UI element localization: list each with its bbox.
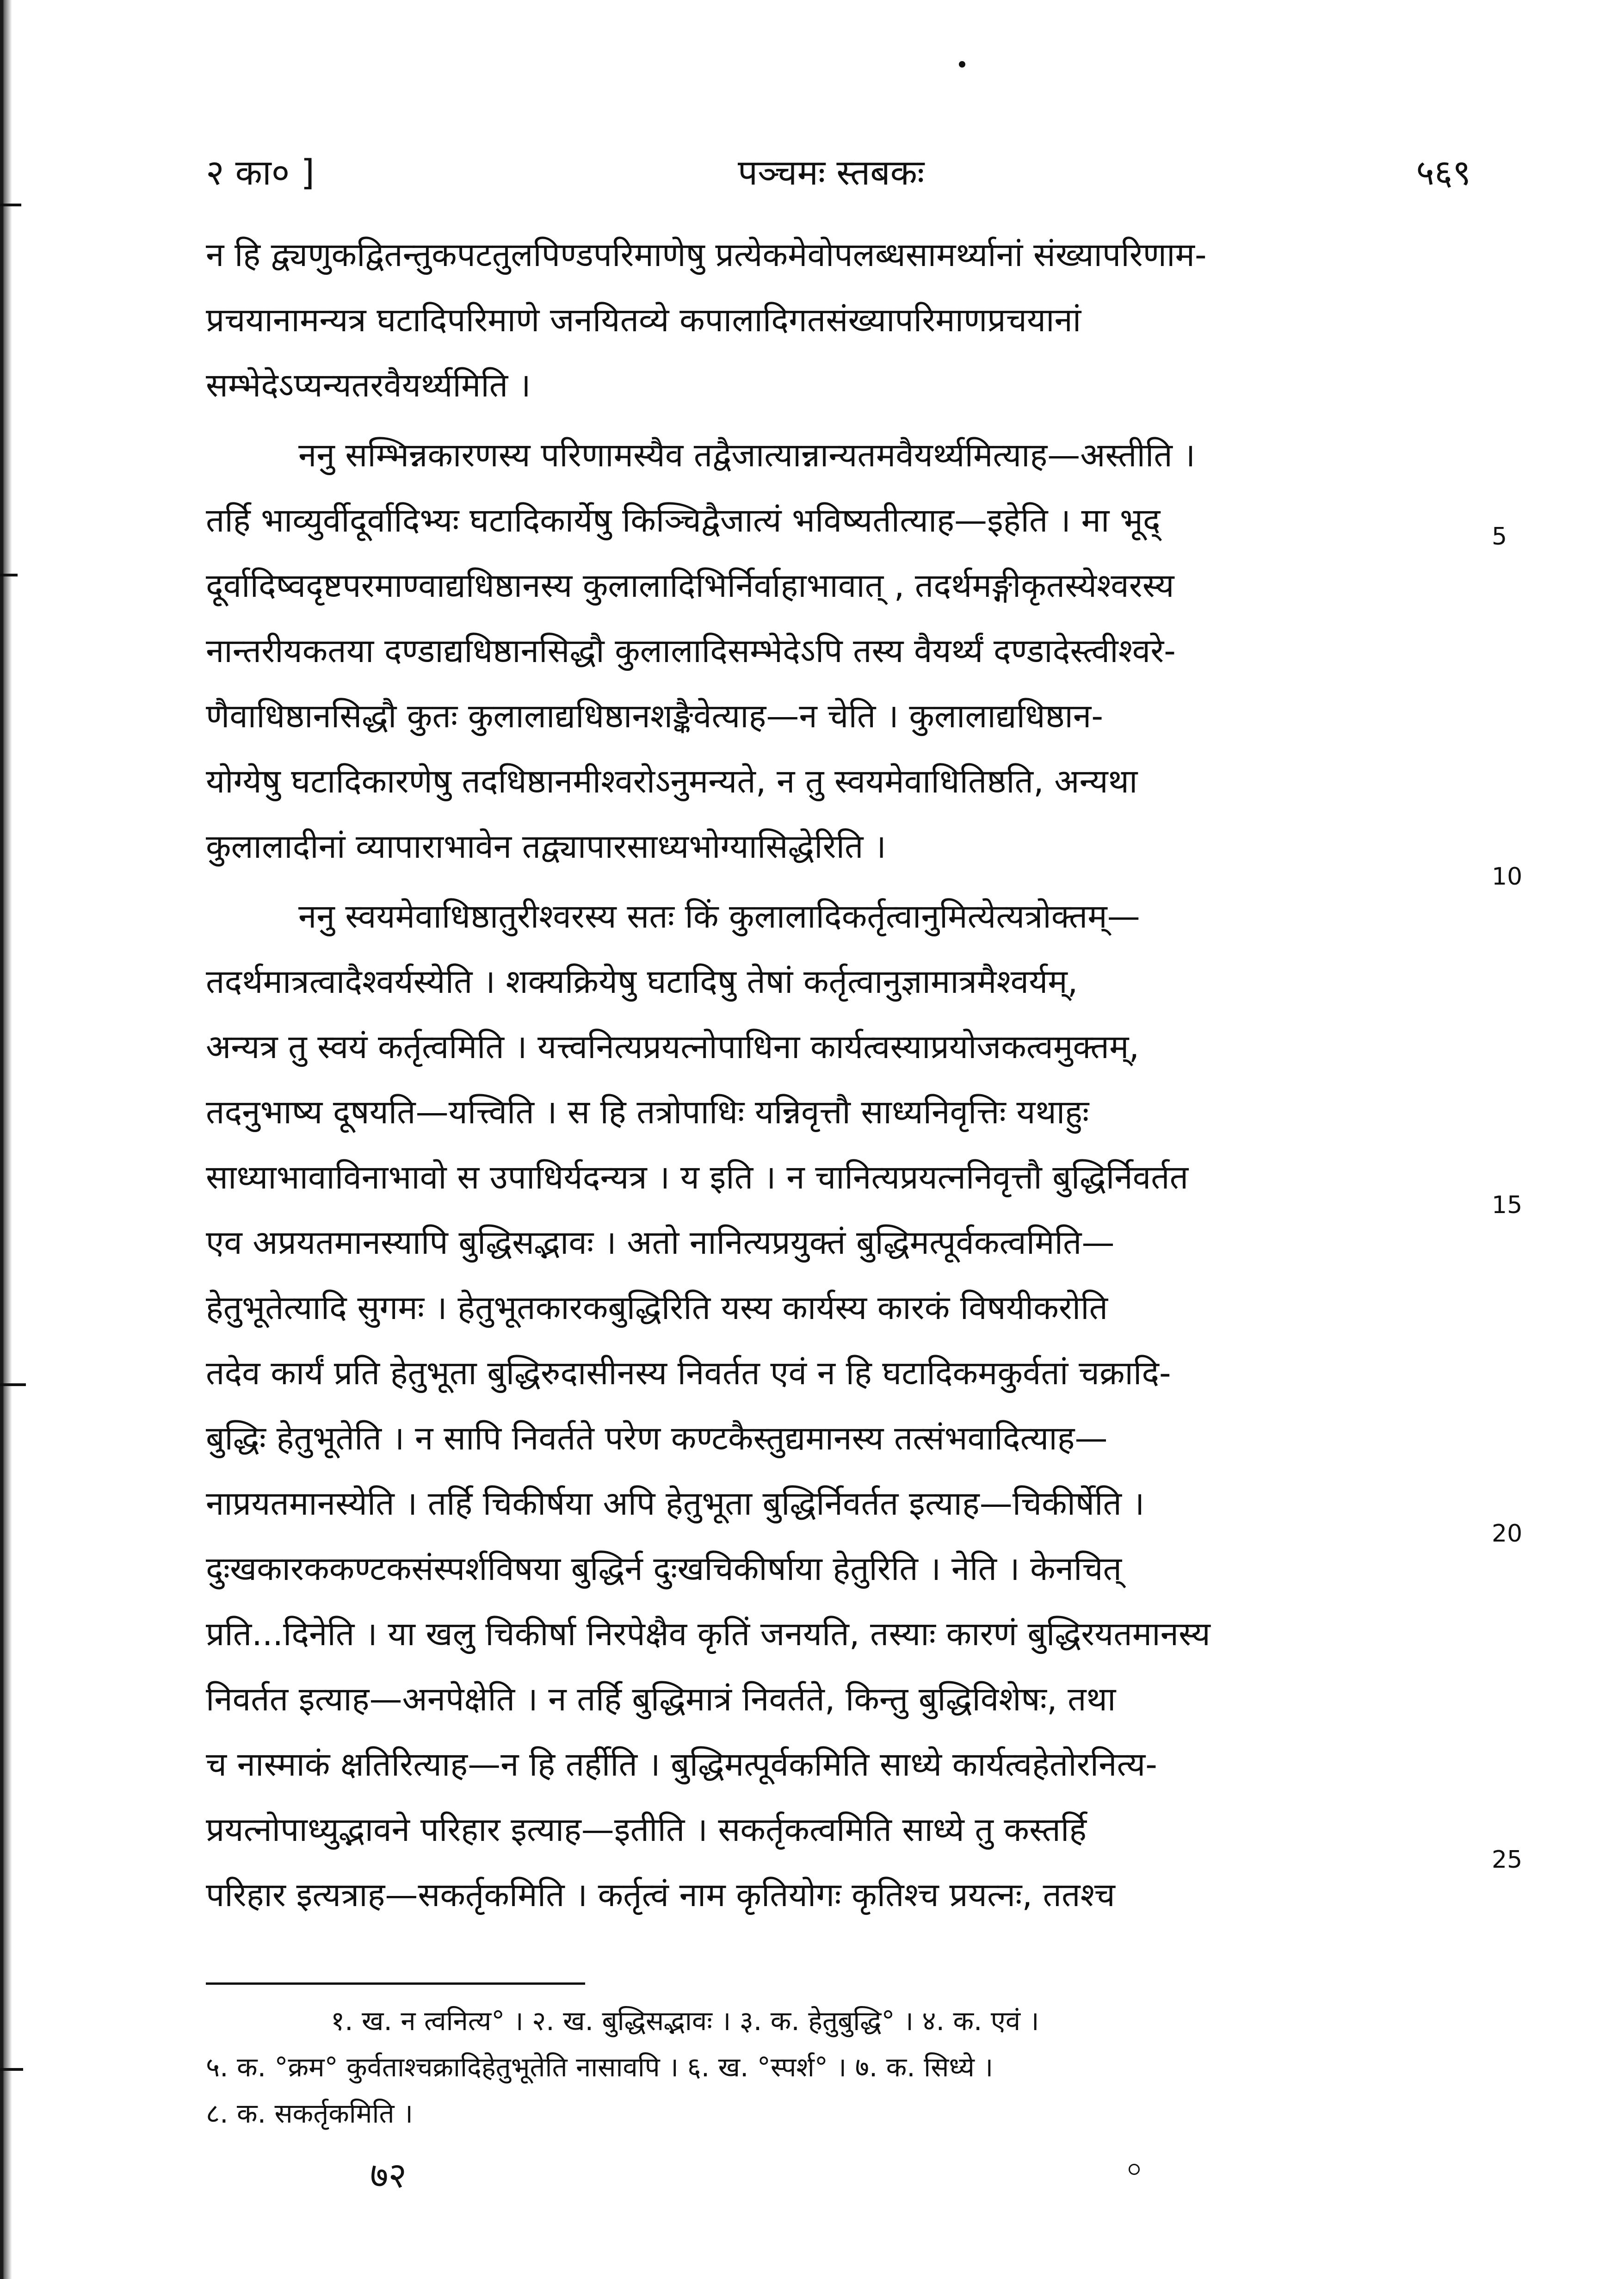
main-text: [206, 222, 1473, 1927]
binding-mark: [0, 2068, 23, 2071]
footnote-line: ८. क. सकर्तृकमिति ।: [206, 2098, 414, 2129]
text-line: तदर्थमात्रत्वादैश्वर्यस्येति । शक्यक्रियेषु घटादिषु तेषां कर्तृत्वानुज्ञामात्रमैश्वर्यम्,: [206, 962, 1078, 1001]
text-line: ननु सम्भिन्नकारणस्य परिणामस्यैव तद्वैजात्यान्नान्यतमवैयर्थ्यमित्याह—अस्तीति ।: [298, 436, 1196, 474]
ink-dot: [959, 61, 965, 68]
footnote-divider: [206, 1982, 585, 1985]
text-line: कुलालादीनां व्यापाराभावेन तद्व्यापारसाध्यभोग्यासिद्धेरिति ।: [206, 827, 886, 866]
footnote-line: १. ख. न त्वनित्य° । २. ख. बुद्धिसद्भावः । ३. क. हेतुबुद्धि° । ४. क. एवं ।: [331, 2005, 1039, 2037]
text-line: न हि द्व्यणुकद्वितन्तुकपटतुलपिण्डपरिमाणेषु प्रत्येकमेवोपलब्धसामर्थ्यानां संख्यापरिणाम-: [206, 235, 1207, 274]
text-line: प्रचयानामन्यत्र घटादिपरिमाणे जनयितव्ये कपालादिगतसंख्यापरिमाणप्रचयानां: [206, 301, 1081, 339]
text-line: णैवाधिष्ठानसिद्धौ कुतः कुलालाद्यधिष्ठानशङ्कैवेत्याह—न चेति । कुलालाद्यधिष्ठान-: [206, 697, 1103, 735]
text-line: दूर्वादिष्वदृष्टपरमाण्वाद्यधिष्ठानस्य कुलालादिभिर्निर्वाहाभावात् , तदर्थमङ्गीकृतस्येश्वरस्य: [206, 566, 1174, 605]
text-line: प्रति...दिनेति । या खलु चिकीर्षा निरपेक्षैव कृतिं जनयति, तस्याः कारणं बुद्धिरयतमानस्य: [206, 1615, 1210, 1653]
text-line: दुःखकारककण्टकसंस्पर्शविषया बुद्धिर्न दुःखचिकीर्षाया हेतुरिति । नेति । केनचित्: [206, 1549, 1122, 1588]
footnotes: [206, 1998, 1473, 2137]
text-line: हेतुभूतेत्यादि सुगमः । हेतुभूतकारकबुद्धिरिति यस्य कार्यस्य कारकं विषयीकरोति: [206, 1288, 1108, 1327]
page-header: [206, 147, 1471, 203]
text-line: निवर्तत इत्याह—अनपेक्षेति । न तर्हि बुद्धिमात्रं निवर्तते, किन्तु बुद्धिविशेषः, तथा: [206, 1680, 1116, 1718]
text-line: परिहार इत्यत्राह—सकर्तृकमिति । कर्तृत्वं नाम कृतियोगः कृतिश्च प्रयत्नः, ततश्च: [206, 1876, 1115, 1914]
running-head-section: २ का० ]: [206, 152, 315, 193]
text-line: नान्तरीयकतया दण्डाद्यधिष्ठानसिद्धौ कुलालादिसम्भेदेऽपि तस्य वैयर्थ्यं दण्डादेस्त्वीश्वरे-: [206, 632, 1176, 670]
running-head-title: पञ्चमः स्तबकः: [738, 152, 925, 193]
text-line: प्रयत्नोपाध्युद्भावने परिहार इत्याह—इतीति । सकर्तृकत्वमिति साध्ये तु कस्तर्हि: [206, 1810, 1087, 1849]
binding-edge: [0, 0, 12, 2279]
binding-mark: [0, 204, 21, 206]
margin-line-number: 10: [1492, 863, 1523, 891]
ink-circle: [1129, 2164, 1140, 2175]
text-line: च नास्माकं क्षतिरित्याह—न हि तर्हीति । बुद्धिमत्पूर्वकमिति साध्ये कार्यत्वहेतोरनित्य-: [206, 1745, 1157, 1784]
margin-line-number: 5: [1492, 523, 1507, 551]
text-line: ननु स्वयमेवाधिष्ठातुरीश्वरस्य सतः किं कुलालादिकर्तृत्वानुमित्येत्यत्रोक्तम्—: [298, 897, 1140, 935]
binding-mark: [0, 574, 18, 576]
text-line: बुद्धिः हेतुभूतेति । न सापि निवर्तते परेण कण्टकैस्तुद्यमानस्य तत्संभवादित्याह—: [206, 1419, 1108, 1457]
footnote-line: ५. क. °क्रम° कुर्वताश्चक्रादिहेतुभूतेति नासावपि । ६. ख. °स्पर्श° । ७. क. सिध्ये ।: [206, 2051, 994, 2083]
text-line: तदेव कार्यं प्रति हेतुभूता बुद्धिरुदासीनस्य निवर्तत एवं न हि घटादिकमकुर्वतां चक्रादि-: [206, 1354, 1171, 1392]
margin-line-number: 25: [1492, 1846, 1523, 1874]
text-line: योग्येषु घटादिकारणेषु तदधिष्ठानमीश्वरोऽनुमन्यते, न तु स्वयमेवाधितिष्ठति, अन्यथा: [206, 762, 1138, 800]
text-line: तर्हि भाव्युर्वीदूर्वादिभ्यः घटादिकार्येषु किञ्चिद्वैजात्यं भविष्यतीत्याह—इहेति । मा भूद्: [206, 501, 1161, 539]
margin-line-number: 15: [1492, 1191, 1523, 1219]
text-line: तदनुभाष्य दूषयति—यत्त्विति । स हि तत्रोपाधिः यन्निवृत्तौ साध्यनिवृत्तिः यथाहुः: [206, 1093, 1089, 1131]
text-line: साध्याभावाविनाभावो स उपाधिर्यदन्यत्र । य इति । न चानित्यप्रयत्ननिवृत्तौ बुद्धिर्निवर्तत: [206, 1158, 1189, 1196]
signature-mark: ७२: [370, 2155, 407, 2196]
text-line: सम्भेदेऽप्यन्यतरवैयर्थ्यमिति ।: [206, 366, 531, 404]
page-number: ५६९: [1416, 152, 1471, 193]
text-line: अन्यत्र तु स्वयं कर्तृत्वमिति । यत्त्वनित्यप्रयत्नोपाधिना कार्यत्वस्याप्रयोजकत्वमुक्तम्,: [206, 1028, 1140, 1066]
margin-line-number: 20: [1492, 1520, 1523, 1548]
text-line: नाप्रयतमानस्येति । तर्हि चिकीर्षया अपि हेतुभूता बुद्धिर्निवर्तत इत्याह—चिकीर्षेति ।: [206, 1484, 1145, 1523]
text-line: एव अप्रयतमानस्यापि बुद्धिसद्भावः । अतो नानित्यप्रयुक्तं बुद्धिमत्पूर्वकत्वमिति—: [206, 1223, 1115, 1262]
binding-mark: [0, 1383, 26, 1386]
